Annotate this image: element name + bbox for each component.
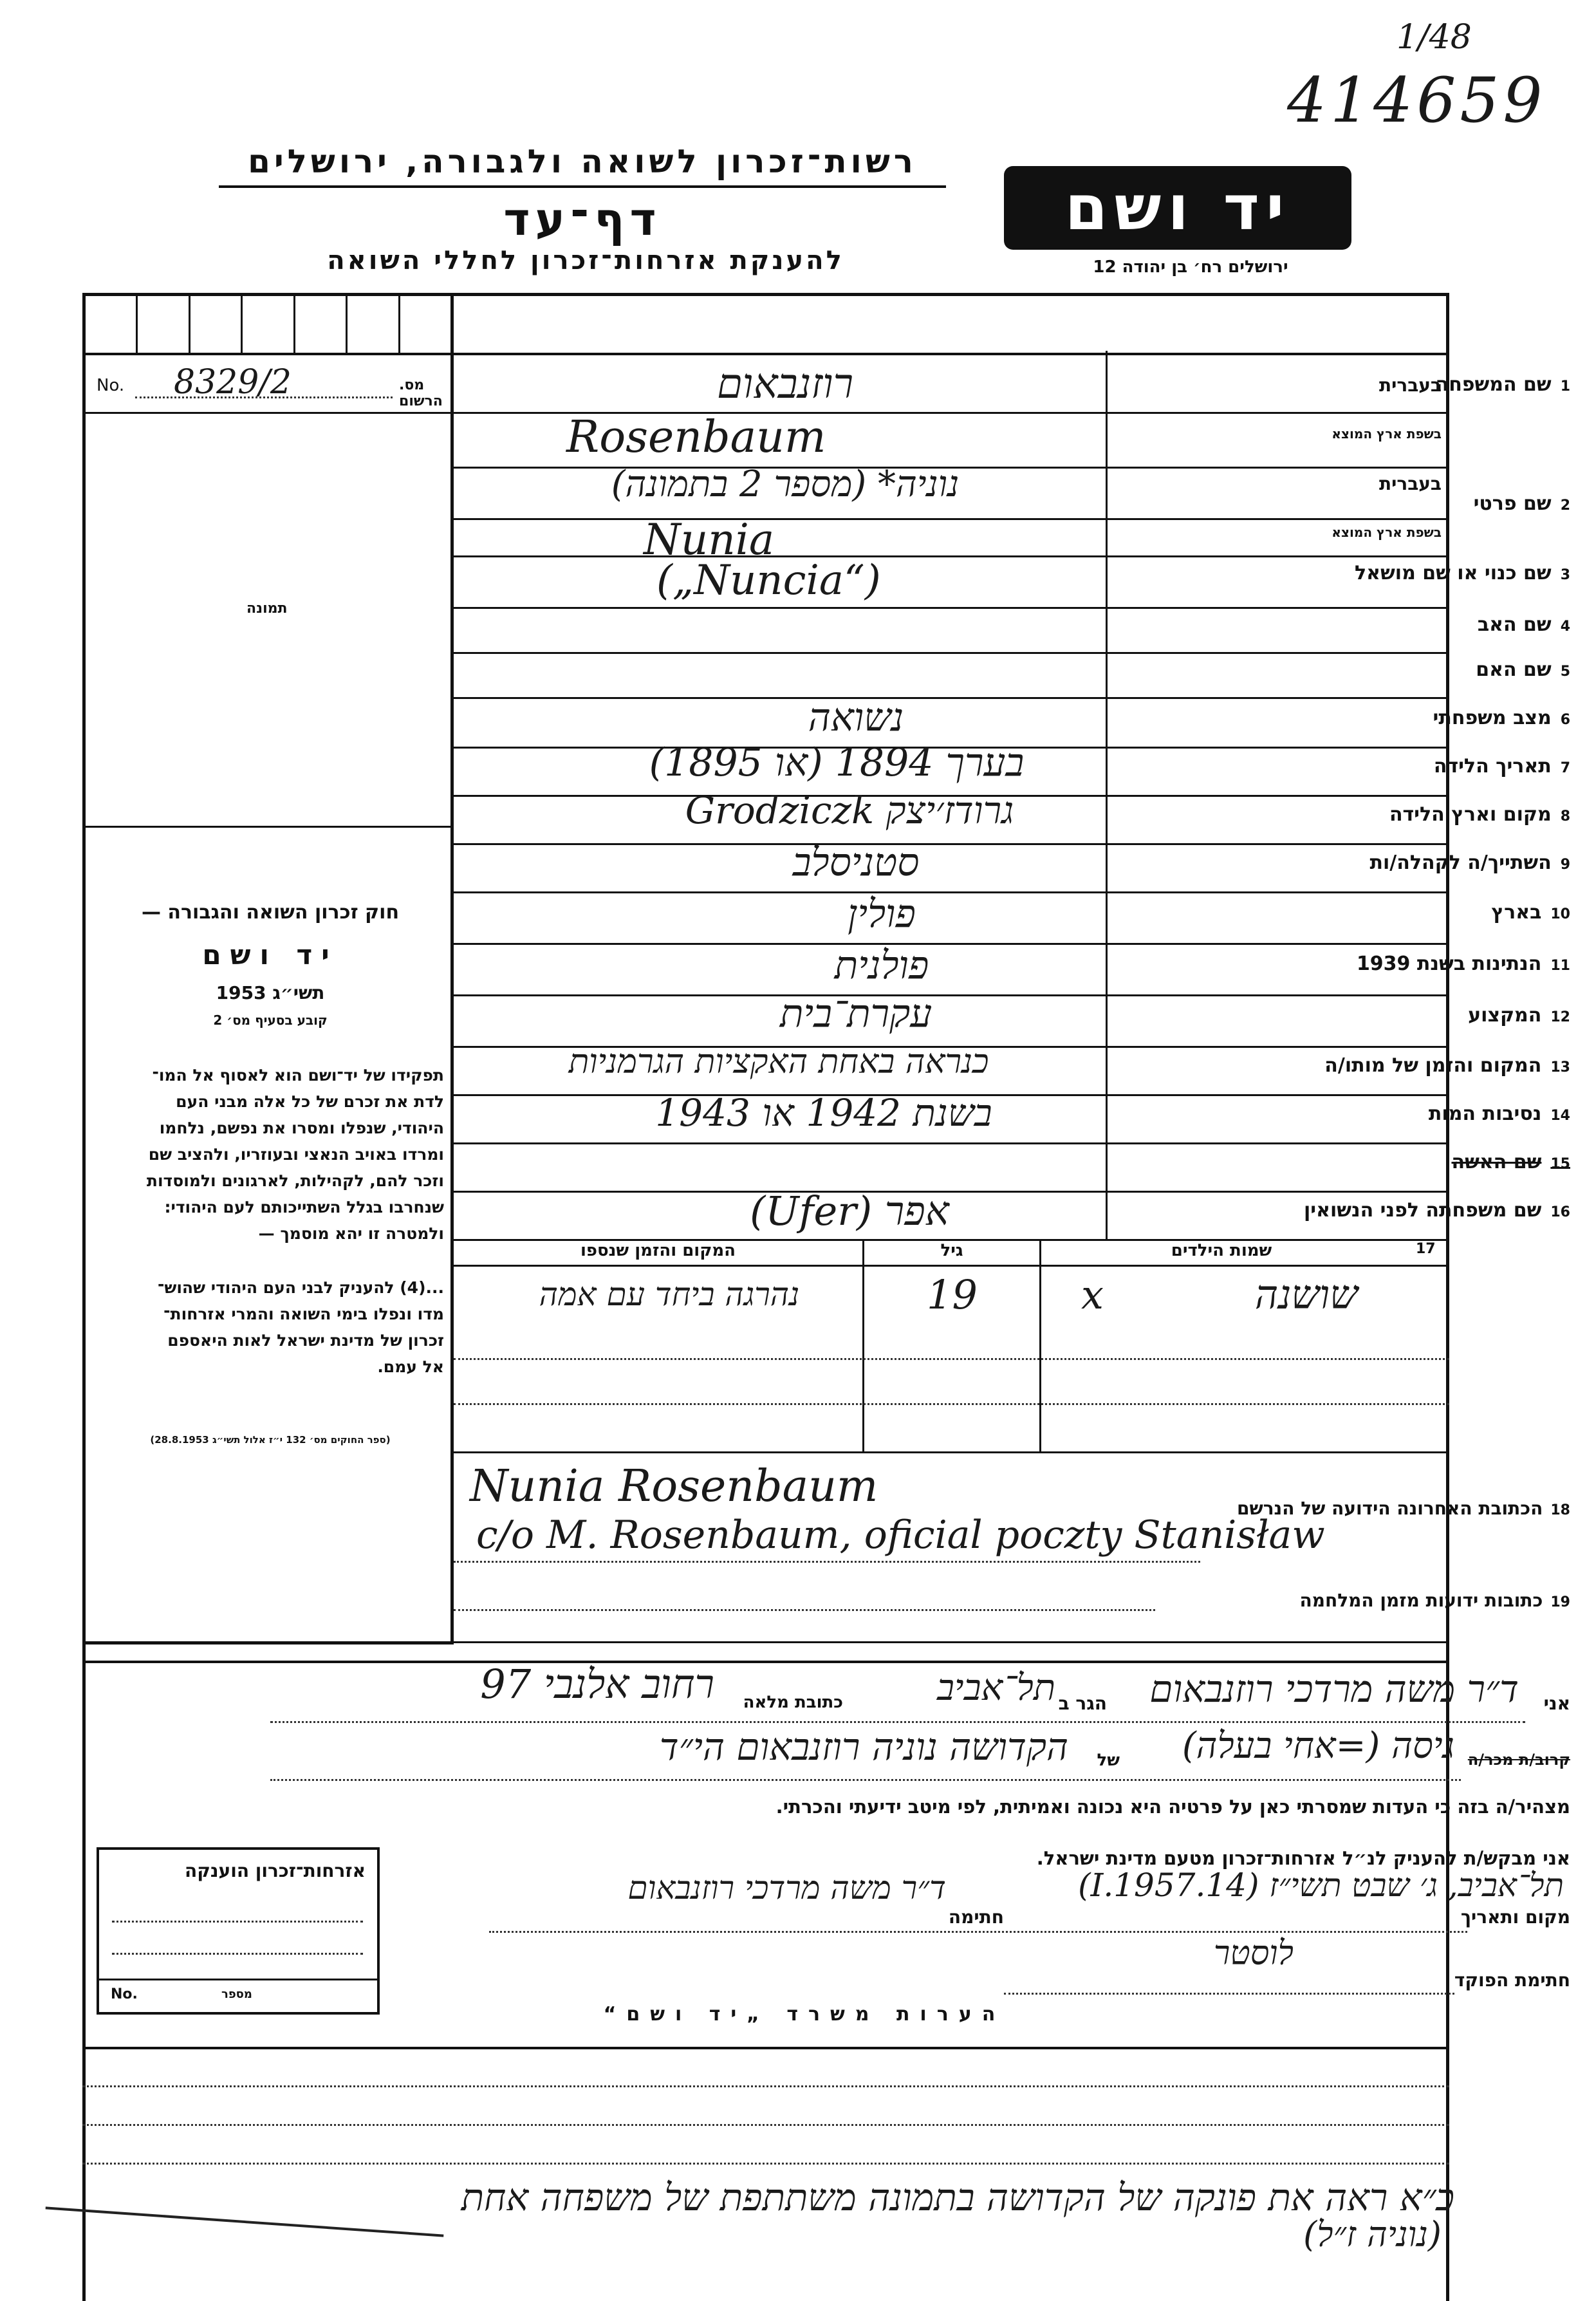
citizenship-number-prefix: No.	[111, 1986, 138, 2002]
registration-label: מס. הרשום	[399, 377, 443, 409]
label-community: 9השתייך/ה לקהלה/ות	[1369, 852, 1570, 874]
value-family-hebrew: רוזנבאום	[716, 360, 854, 408]
citizenship-title: אזרחות־זכרון הוענקה	[185, 1860, 366, 1881]
declaration-statement2: אני מבקש/ת להעניק לנ״ל אזרחות־זכרון מטעם מדינת ישראל.	[1036, 1847, 1570, 1869]
top-boxes	[86, 296, 450, 354]
child-place: נהרגה ביחד עם אמה	[539, 1276, 800, 1313]
registration-prefix: No.	[97, 376, 125, 395]
declarant-relation: גיסה (=אחי בעלה)	[1182, 1725, 1454, 1767]
label-family-name: 1שם המשפחה	[1435, 373, 1570, 396]
children-num: 17	[1416, 1241, 1436, 1257]
children-header-place: המקום והזמן שנספו	[580, 1241, 736, 1260]
value-first-hebrew: נוניה* (מספר 2 בתמונה)	[611, 463, 960, 505]
law-clause: קובע בסעיף מס׳ 2	[213, 1012, 328, 1028]
value-family-native: Rosenbaum	[566, 412, 826, 463]
children-header-age: גיל	[940, 1241, 963, 1260]
archive-prefix: 1/48	[1396, 18, 1472, 57]
value-death-place: כנראה באחת האקציות הגרמניות	[568, 1043, 989, 1081]
label-father: 4שם האב	[1477, 613, 1570, 636]
label-birth-place: 8מקום וארץ הלידה	[1389, 803, 1570, 826]
value-country: פולין	[848, 891, 916, 936]
label-maiden-name: 16שם משפחתה לפני הנשואין	[1303, 1199, 1570, 1222]
value-profession: עקרת־בית	[779, 991, 933, 1036]
institution-name: רשות־זכרון לשואה ולגבורה, ירושלים	[219, 143, 946, 188]
left-column-divider	[450, 293, 454, 1641]
office-remarks-title: הערות משרד „יד ושם“	[603, 2003, 1006, 2026]
yad-vashem-logo	[1004, 166, 1351, 250]
registration-row	[97, 363, 444, 409]
logo-address: ירושלים רח׳ בן יהודה 12	[1093, 257, 1288, 277]
law-text-2: ...(4) להעניק לבני העם היהודי שהוש־ מדו ונפלו בימי השואה והמרי אזרחות־ זכרון של מדינת ישראל לאות היאספם אל עמם.	[157, 1278, 444, 1376]
archive-number: 414659	[1287, 64, 1546, 136]
officer-signature: לוסטר	[1213, 1934, 1294, 1973]
child-name: שושנה	[1254, 1271, 1359, 1318]
label-mother: 5שם האם	[1476, 658, 1570, 681]
last-address-label: 18הכתובת האחרונה הידועה של הנרשם	[1236, 1498, 1570, 1519]
label-country: 10בארץ	[1491, 901, 1570, 924]
last-address-line1: Nunia Rosenbaum	[470, 1461, 878, 1512]
value-marital: נשואה	[808, 695, 904, 740]
label-death-place: 13המקום והזמן של מותו/ה	[1324, 1054, 1570, 1077]
label-nationality: 11הנתינות בשנת 1939	[1356, 953, 1570, 975]
place-date: תל־אביב, ג׳ שבט תשי״ז (14.I.1957)	[1078, 1867, 1564, 1904]
value-maiden-name: אפר (Ufer)	[750, 1188, 949, 1234]
law-footnote: (ספר החוקים מס׳ 132 י״ז אלול תשי״ג 28.8.1953)	[150, 1434, 391, 1446]
declaration-line2: קרוב/ת מכר/ה גיסה (=אחי בעלה) של הקדושה נוניה רוזנבאום הי״ד	[245, 1725, 1570, 1783]
photo-area	[86, 414, 450, 826]
declaration-line1: אני ד״ר משה מרדכי רוזנבאום הגר ב תל־אביב כתובת מלאה רחוב אלנבי 97	[245, 1667, 1570, 1725]
label-wife-name: 15שם האשה	[1451, 1151, 1570, 1173]
value-birth-place: גרודז׳יצק Grodziczk	[685, 788, 1014, 832]
top-rule	[82, 353, 1449, 355]
declaration-sign-row: מקום ותאריך תל־אביב, ג׳ שבט תשי״ז (14.I.1957) חתימה ד״ר משה מרדכי רוזנבאום	[463, 1867, 1570, 1937]
child-age: 19	[927, 1271, 978, 1318]
logo-text: יד ושם	[1064, 172, 1291, 244]
value-nationality: פולנית	[834, 943, 929, 988]
wartime-label: 19כתובות ידועות מזמן המלחמה	[1299, 1590, 1570, 1611]
law-block	[97, 901, 444, 1028]
citizenship-number-label: מספר	[221, 1988, 252, 2001]
declarant-city: תל־אביב	[936, 1667, 1055, 1709]
last-address-line2: c/o M. Rosenbaum, oficial poczty Stanisław	[476, 1513, 1325, 1558]
children-header-names: שמות הילדים	[1171, 1241, 1272, 1260]
label-marital: 6מצב משפחתי	[1433, 707, 1570, 729]
law-text: תפקידו של יד־ושם הוא לאסוף אל המו־ לדת את זכרם של כל אלה מבני העם היהודי, שנפלו ומסרו את נפשם, נלחמו ומרדו באויב הנאצי ובעוזריו, ולהציב שם וזכר להם, לקהילות, לארגונים ולמוסדות שנחרבו בגלל השתייכותם לעם היהודי: ולמטרה זו יהא מוסמך —	[146, 1066, 444, 1243]
label-first-name: 2שם פרטי	[1473, 492, 1570, 515]
label-birth-date: 7תאריך הלידה	[1433, 755, 1570, 778]
declarant-signature: ד״ר משה מרדכי רוזנבאום	[627, 1869, 946, 1906]
label-nickname: 3שם כנוי או שם מושאל	[1355, 562, 1570, 584]
citizenship-box	[97, 1847, 380, 2015]
law-title: חוק זכרון השואה והגבורה —	[141, 901, 400, 924]
value-community: סטניסלב	[792, 840, 920, 885]
law-name: יד ושם	[202, 939, 339, 971]
officer-row: חתימת הפוקד לוסטר	[463, 1937, 1570, 1995]
value-nickname: („Nuncia“)	[656, 557, 881, 604]
photo-label: תמונה	[246, 601, 288, 617]
child-mark: x	[1081, 1271, 1104, 1318]
declaration-statement1: מצהיר/ה בזה כי העדות שמסרתי כאן על פרטיה היא נכונה ואמיתית, לפי מיטב ידיעתי והכרתי.	[775, 1796, 1570, 1818]
value-first-native: Nunia	[644, 515, 775, 564]
registration-number: 8329/2	[174, 363, 292, 402]
declarant-name: ד״ר משה מרדכי רוזנבאום	[1149, 1667, 1519, 1711]
bottom-note-line2: (נוניה ז״ל)	[1303, 2214, 1442, 2255]
value-birth-date: בערך 1894 (או 1895)	[649, 740, 1025, 785]
form-title: דף־עד	[503, 193, 662, 246]
bottom-note-line1: כ״א ראה את פונקה של הקדושה בתמונה משתתפת של משפחה אחת	[461, 2175, 1454, 2219]
law-year: תשי״ג 1953	[216, 982, 325, 1003]
value-death-circumstances: בשנת 1942 או 1943	[655, 1091, 992, 1135]
label-profession: 12המקצוע	[1468, 1004, 1570, 1027]
form-subtitle: להענקת אזרחות־זכרון לחללי השואה	[327, 246, 844, 275]
deceased-name: הקדושה נוניה רוזנבאום הי״ד	[659, 1725, 1068, 1769]
label-death-circumstances: 14נסיבות המות	[1428, 1103, 1570, 1125]
declarant-address: רחוב אלנבי 97	[480, 1661, 714, 1708]
